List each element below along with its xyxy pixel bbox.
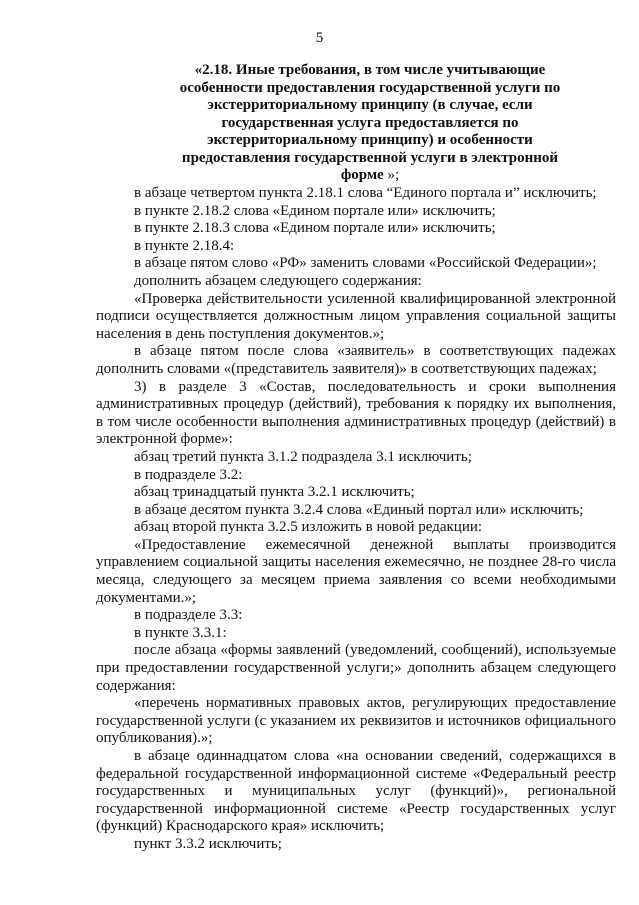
document-body xyxy=(96,185,616,854)
page-number: 5 xyxy=(315,30,324,46)
section-heading-tail: »; xyxy=(383,167,400,183)
paragraph: в абзаце десятом пункта 3.2.4 слова «Единый портал или» исключить; xyxy=(134,501,584,518)
paragraph: в абзаце одиннадцатом слова «на основании сведений, содержащихся в федеральной государственной информационной системе «Федеральный реестр государственных и муниципальных услуг (функций)», региональной государственной информационной системе «Реестр государственных услуг (функций) Краснодарского края» исключить; xyxy=(96,748,616,835)
paragraph: дополнить абзацем следующего содержания: xyxy=(134,272,422,289)
paragraph: в абзаце четвертом пункта 2.18.1 слова “Единого портала и” исключить; xyxy=(134,185,597,201)
paragraph: «перечень нормативных правовых актов, регулирующих предоставление государственной услуги (с указанием их реквизитов и источников официального опубликования).»; xyxy=(96,695,616,747)
paragraph: пункт 3.3.2 исключить; xyxy=(134,835,282,852)
paragraph: в абзаце пятом слово «РФ» заменить словами «Российской Федерации»; xyxy=(134,255,597,272)
paragraph: в абзаце пятом после слова «заявитель» в соответствующих падежах дополнить словами «(представитель заявителя)» в соответствующих падежах; xyxy=(96,343,616,377)
section-heading-text: «2.18. Иные требования, в том числе учитывающие особенности предоставления государственной услуги по экстерриториальному принципу (в случае, если государственная услуга предоставляется по экстерриториальному принципу) и особенности предоставления государственной услуги в электронной форме xyxy=(179,62,561,183)
paragraph: абзац третий пункта 3.1.2 подраздела 3.1 исключить; xyxy=(134,448,472,465)
paragraph: абзац второй пункта 3.2.5 изложить в новой редакции: xyxy=(134,519,483,536)
paragraph: в подразделе 3.3: xyxy=(134,607,243,624)
paragraph: «Предоставление ежемесячной денежной выплаты производится управлением социальной защиты населения ежемесячно, не позднее 28-го числа месяца, следующего за месяцем приема заявления со всеми необходимыми документами.»; xyxy=(96,536,616,606)
paragraph: в пункте 3.3.1: xyxy=(134,624,227,641)
paragraph: после абзаца «формы заявлений (уведомлений, сообщений), используемые при предоставлении государственной услуги;» дополнить абзацем следующего содержания: xyxy=(96,642,616,694)
paragraph: в подразделе 3.2: xyxy=(134,466,243,483)
paragraph: 3) в разделе 3 «Состав, последовательность и сроки выполнения административных процедур (действий), требования к порядку их выполнения, в том числе особенности выполнения административных процедур (действий) в электронной форме»: xyxy=(96,378,616,448)
paragraph: «Проверка действительности усиленной квалифицированной электронной подписи осуществляется должностным лицом управления социальной защиты населения в день поступления документов.»; xyxy=(96,290,616,342)
section-heading xyxy=(170,62,570,185)
paragraph: в пункте 2.18.2 слова «Едином портале или» исключить; xyxy=(134,202,496,219)
paragraph: в пункте 2.18.3 слова «Едином портале или» исключить; xyxy=(134,220,496,237)
paragraph: абзац тринадцатый пункта 3.2.1 исключить; xyxy=(134,484,415,501)
paragraph: в пункте 2.18.4: xyxy=(134,237,235,254)
